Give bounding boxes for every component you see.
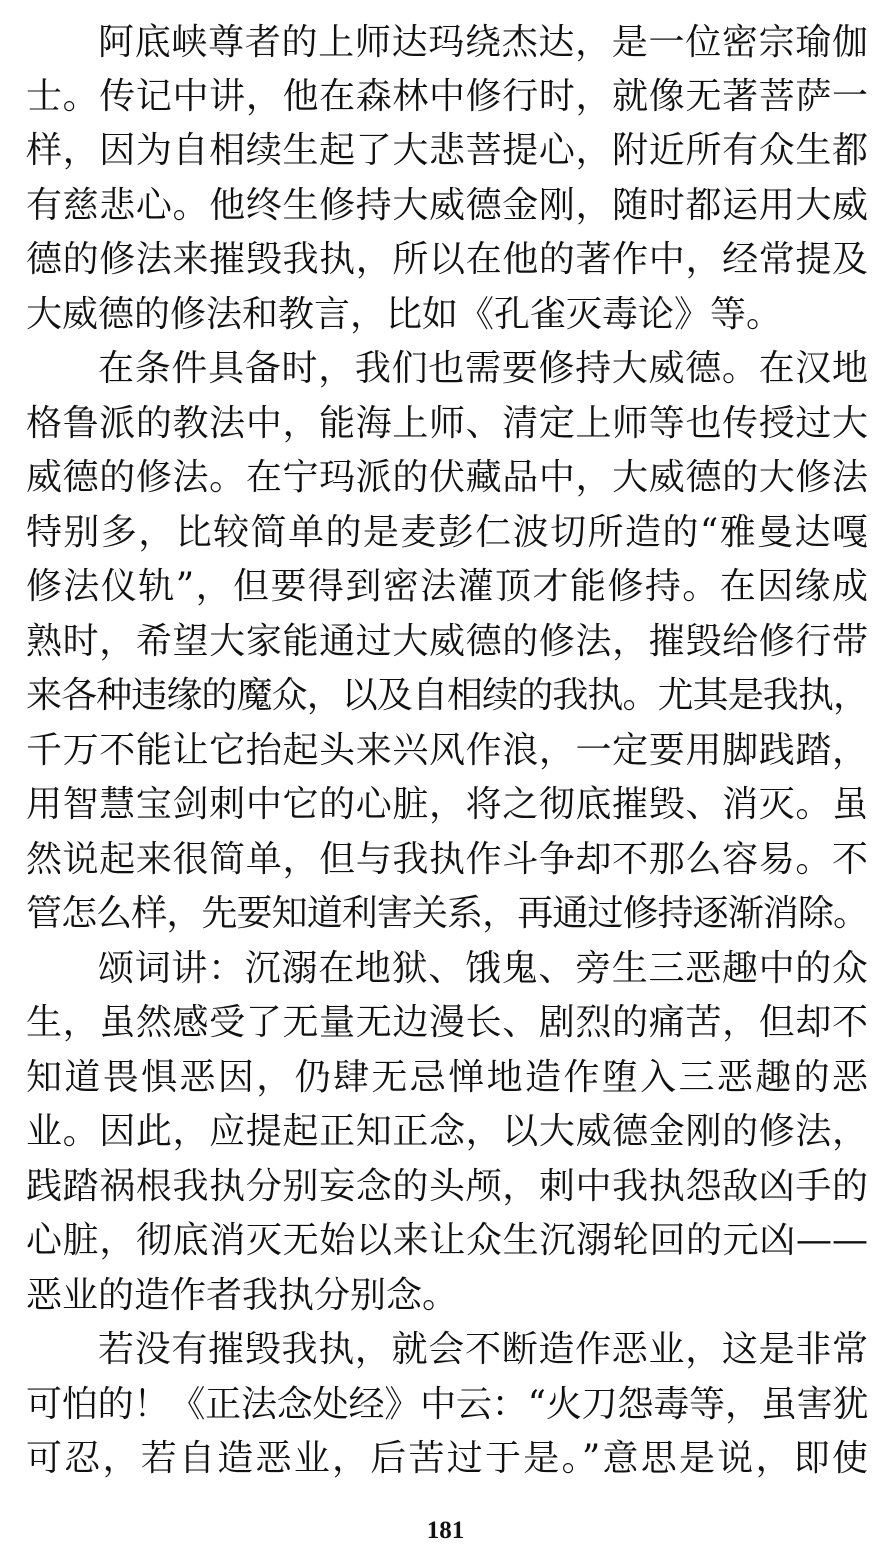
text-line: 生，虽然感受了无量无边漫长、剧烈的痛苦，但却不 — [26, 1002, 868, 1043]
page-number: 181 — [426, 1517, 465, 1544]
text-line: 来各种违缘的魔众，以及自相续的我执。尤其是我执， — [26, 675, 868, 716]
text-line: 在条件具备时，我们也需要修持大威德。在汉地 — [98, 348, 868, 389]
text-line: 熟时，希望大家能通过大威德的修法，摧毁给修行带 — [26, 621, 868, 662]
text-line: 用智慧宝剑刺中它的心脏，将之彻底摧毁、消灭。虽 — [26, 784, 868, 825]
text-line: 有慈悲心。他终生修持大威德金刚，随时都运用大威 — [26, 185, 868, 226]
text-line: 践踏祸根我执分别妄念的头颅，刺中我执怨敌凶手的 — [26, 1166, 868, 1207]
text-line: 恶业的造作者我执分别念。 — [26, 1275, 459, 1316]
text-line: 威德的修法。在宁玛派的伏藏品中，大威德的大修法 — [26, 457, 868, 498]
text-line: 管怎么样，先要知道利害关系，再通过修持逐渐消除。 — [26, 893, 868, 934]
text-line: 格鲁派的教法中，能海上师、清定上师等也传授过大 — [26, 403, 868, 444]
text-line: 德的修法来摧毁我执，所以在他的著作中，经常提及 — [26, 239, 868, 280]
text-line: 颂词讲：沉溺在地狱、饿鬼、旁生三恶趣中的众 — [98, 948, 868, 989]
text-line: 心脏，彻底消灭无始以来让众生沉溺轮回的元凶—— — [26, 1220, 868, 1261]
text-line: 修法仪轨”，但要得到密法灌顶才能修持。在因缘成 — [26, 566, 868, 607]
text-line: 特别多，比较简单的是麦彭仁波切所造的“雅曼达嘎 — [26, 512, 868, 553]
text-line: 知道畏惧恶因，仍肆无忌惮地造作堕入三恶趣的恶 — [26, 1057, 868, 1098]
text-line: 可怕的！《正法念处经》中云：“火刀怨毒等，虽害犹 — [26, 1384, 868, 1425]
text-line: 士。传记中讲，他在森林中修行时，就像无著菩萨一 — [26, 76, 868, 117]
text-line: 样，因为自相续生起了大悲菩提心，附近所有众生都 — [26, 130, 868, 171]
text-line: 大威德的修法和教言，比如《孔雀灭毒论》等。 — [26, 294, 783, 335]
text-line: 阿底峡尊者的上师达玛绕杰达，是一位密宗瑜伽 — [98, 22, 868, 63]
text-line: 可忍，若自造恶业，后苦过于是。”意思是说，即使 — [26, 1438, 868, 1479]
text-line: 业。因此，应提起正知正念，以大威德金刚的修法， — [26, 1111, 868, 1152]
text-line: 然说起来很简单，但与我执作斗争却不那么容易。不 — [26, 839, 868, 880]
text-line: 若没有摧毁我执，就会不断造作恶业，这是非常 — [98, 1329, 868, 1370]
text-line: 千万不能让它抬起头来兴风作浪，一定要用脚践踏， — [26, 730, 868, 771]
